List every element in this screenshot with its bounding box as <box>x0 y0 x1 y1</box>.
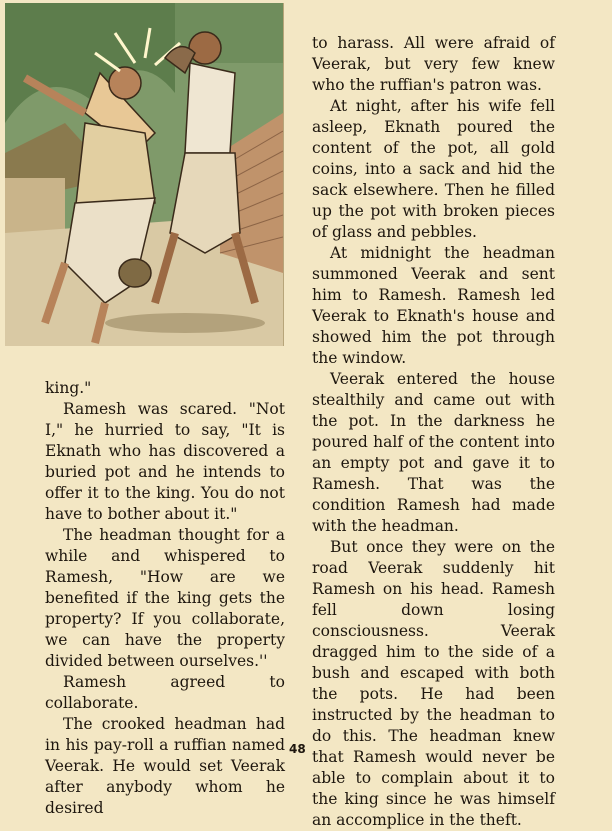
right-paragraph: At night, after his wife fell asleep, Eknath poured the content of the pot, all gold coins, into a sack and hid the sack elsewhere. Then he filled up the pot with broken pieces of glass and pebbles. <box>312 97 555 241</box>
right-paragraph: At midnight the headman summoned Veerak and sent him to Ramesh. Ramesh led Veerak to Eknath's house and showed him the pot through the window. <box>312 244 555 367</box>
page-number: 48 <box>289 742 306 756</box>
left-paragraph: Ramesh was scared. "Not I," he hurried to say, "It is Eknath who has discovered a buried pot and he intends to offer it to the king. You do not have to bother about it." <box>45 400 285 523</box>
left-paragraph: Ramesh agreed to collaborate. <box>45 673 285 712</box>
right-paragraph: to harass. All were afraid of Veerak, but very few knew who the ruffian's patron was. <box>312 34 555 94</box>
pot-icon <box>119 259 151 287</box>
illustration-drawing <box>5 3 283 346</box>
left-paragraph: The headman thought for a while and whispered to Ramesh, "How are we benefited if the king gets the property? If you collaborate, we can have the property divided between ourselves.'' <box>45 526 285 670</box>
right-text-column <box>312 33 555 831</box>
left-paragraph: king." <box>45 379 92 397</box>
right-paragraph: But once they were on the road Veerak suddenly hit Ramesh on his head. Ramesh fell down losing consciousness. Veerak dragged him to the side of a bush and escaped with both the pots. He had been instructed by the headman to do this. The headman knew that Ramesh would never be able to complain about it to the king since he was himself an accomplice in the theft. <box>312 538 555 829</box>
left-paragraph: The crooked headman had in his pay-roll a ruffian named Veerak. He would set Veerak after anybody whom he desired <box>45 715 285 817</box>
right-paragraph: Veerak entered the house stealthily and came out with the pot. In the darkness he poured half of the content into an empty pot and gave it to Ramesh. That was the condition Ramesh had made with the headman. <box>312 370 555 535</box>
left-text-column <box>45 378 285 819</box>
story-illustration <box>5 3 284 346</box>
